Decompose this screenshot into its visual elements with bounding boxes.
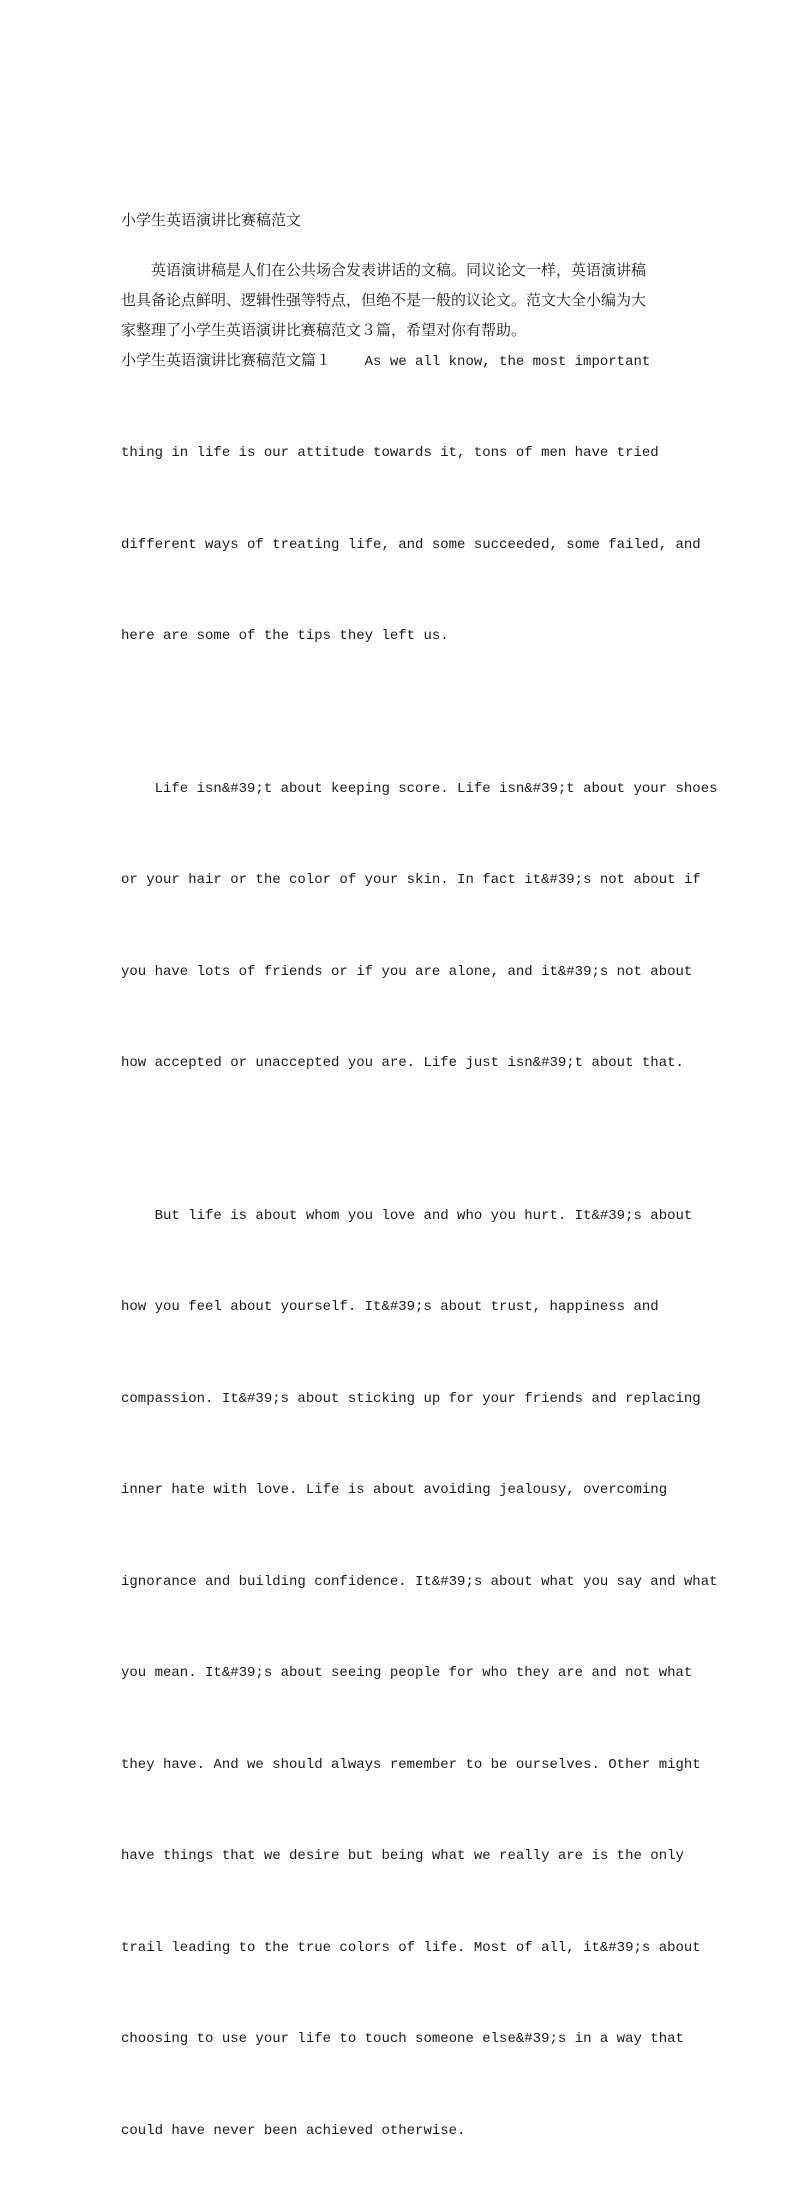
document-page [0,0,800,1035]
paragraph-2 [121,713,681,1140]
document-body [121,205,681,2207]
paragraph-line: could have never been achieved otherwise. [121,2116,681,2147]
section-heading-line [121,345,681,377]
paragraph-line: have things that we desire but being what we really are is the only [121,1841,681,1872]
paragraph-line: how accepted or unaccepted you are. Life just isn&#39;t about that. [121,1048,681,1079]
intro-line: 也具备论点鲜明、逻辑性强等特点，但绝不是一般的议论文。范文大全小编为大 [121,285,681,315]
intro-line: 家整理了小学生英语演讲比赛稿范文３篇，希望对你有帮助。 [121,315,681,345]
paragraph-line: you mean. It&#39;s about seeing people for who they are and not what [121,1658,681,1689]
intro-paragraph [121,255,681,345]
intro-line: 英语演讲稿是人们在公共场合发表讲话的文稿。同议论文一样，英语演讲稿 [121,255,681,285]
document-title: 小学生英语演讲比赛稿范文 [121,205,681,235]
paragraph-line: compassion. It&#39;s about sticking up for your friends and replacing [121,1384,681,1415]
section-heading: 小学生英语演讲比赛稿范文篇１ [121,351,331,369]
paragraph-line: trail leading to the true colors of life. Most of all, it&#39;s about [121,1933,681,1964]
paragraph-line: they have. And we should always remember to be ourselves. Other might [121,1750,681,1781]
paragraph-line: ignorance and building confidence. It&#39;s about what you say and what [121,1567,681,1598]
paragraph-line: But life is about whom you love and who you hurt. It&#39;s about [121,1201,681,1232]
paragraph-line: or your hair or the color of your skin. In fact it&#39;s not about if [121,865,681,896]
paragraph-line: how you feel about yourself. It&#39;s about trust, happiness and [121,1292,681,1323]
section-first-line: As we all know, the most important [331,354,650,370]
paragraph-line: Life isn&#39;t about keeping score. Life isn&#39;t about your shoes [121,774,681,805]
paragraph-line: you have lots of friends or if you are alone, and it&#39;s not about [121,957,681,988]
paragraph-line: different ways of treating life, and some succeeded, some failed, and [121,530,681,561]
paragraph-line: here are some of the tips they left us. [121,621,681,652]
paragraph-line: inner hate with love. Life is about avoiding jealousy, overcoming [121,1475,681,1506]
paragraph-1 [121,377,681,713]
paragraph-3 [121,1140,681,2207]
paragraph-line: thing in life is our attitude towards it, tons of men have tried [121,438,681,469]
paragraph-line: choosing to use your life to touch someone else&#39;s in a way that [121,2024,681,2055]
